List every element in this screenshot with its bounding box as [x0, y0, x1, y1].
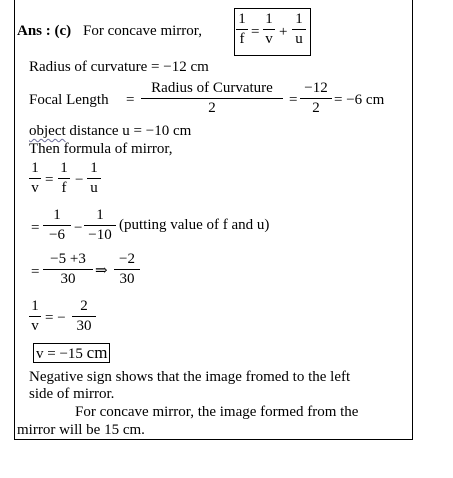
- formula-frac-v: 1 v: [263, 11, 275, 48]
- focal-fraction-2: −12 2: [300, 80, 332, 117]
- eq-c-frac-1: −5 +3 30: [43, 251, 93, 288]
- eq-c-frac-2: −2 30: [114, 251, 140, 288]
- eq-b-frac-2: 1 −10: [84, 207, 116, 244]
- focal-label: Focal Length: [29, 92, 109, 108]
- focal-result: = −6 cm: [334, 92, 385, 108]
- formula-frac-f: 1 f: [236, 11, 248, 48]
- eq-d-frac-1: 1 v: [29, 298, 41, 335]
- eq-a-frac-3: 1 u: [87, 160, 101, 197]
- focal-fraction: Radius of Curvature 2: [141, 80, 283, 117]
- conclusion-line-2: side of mirror.: [29, 386, 115, 402]
- intro-text: For concave mirror,: [83, 23, 202, 39]
- mirror-formula-box: 1 f = 1 v + 1 u: [234, 8, 311, 56]
- eq-b-frac-1: 1 −6: [43, 207, 71, 244]
- eq-b-note: (putting value of f and u): [119, 217, 270, 233]
- eq-d-frac-2: 2 30: [72, 298, 96, 335]
- eq-a-frac-2: 1 f: [58, 160, 70, 197]
- radius-line: Radius of curvature = −12 cm: [29, 59, 209, 75]
- conclusion-line-4: mirror will be 15 cm.: [17, 422, 145, 438]
- formula-frac-u: 1 u: [292, 11, 306, 48]
- answer-label: Ans : (c): [17, 23, 72, 39]
- object-distance-line: object distance u = −10 cm: [29, 123, 192, 139]
- eq-a-frac-1: 1 v: [29, 160, 41, 197]
- conclusion-line-1: Negative sign shows that the image fromed to the left: [29, 369, 351, 385]
- final-answer-box: v = −15 cm: [33, 343, 110, 363]
- then-line: Then formula of mirror,: [29, 141, 173, 157]
- conclusion-line-3: For concave mirror, the image formed from the: [75, 404, 359, 420]
